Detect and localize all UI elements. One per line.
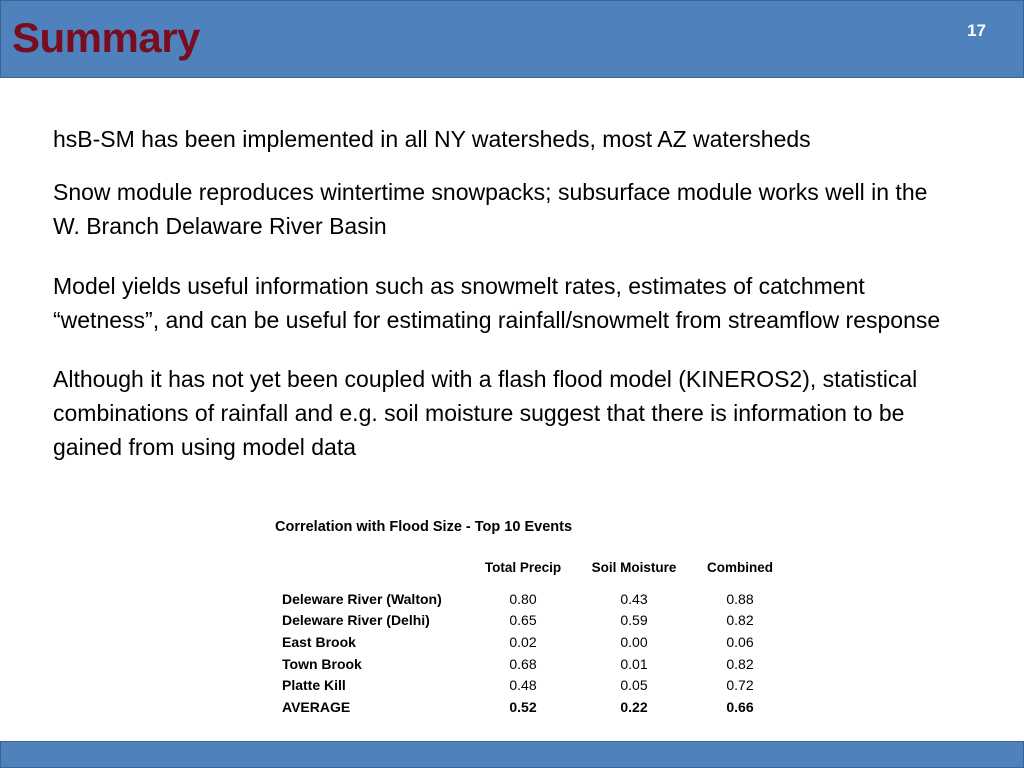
table-row <box>276 674 776 696</box>
row-label: East Brook <box>282 633 356 650</box>
table-cell: 0.68 <box>509 655 537 672</box>
table-cell: 0.05 <box>620 677 648 694</box>
table-cell: 0.65 <box>509 612 537 629</box>
header-bar <box>0 0 1024 78</box>
bullet-list <box>53 122 953 464</box>
bullet-paragraph: hsB-SM has been implemented in all NY watersheds, most AZ watersheds <box>53 126 811 152</box>
table-cell: 0.80 <box>509 590 537 607</box>
table-cell: 0.00 <box>620 633 648 650</box>
correlation-table <box>276 555 776 718</box>
row-label: Platte Kill <box>282 677 346 694</box>
table-cell: 0.02 <box>509 633 537 650</box>
table-row <box>276 610 776 632</box>
bullet-paragraph: Snow module reproduces wintertime snowpacks; subsurface module works well in the W. Branch Delaware River Basin <box>53 179 928 239</box>
table-cell: 0.43 <box>620 590 648 607</box>
slide-title: Summary <box>12 14 200 61</box>
table-caption: Correlation with Flood Size - Top 10 Events <box>275 519 573 535</box>
bullet-paragraph: Model yields useful information such as snowmelt rates, estimates of catchment “wetness”, and can be useful for estimating rainfall/snowmelt from streamflow response <box>53 273 941 333</box>
table-cell: 0.01 <box>620 655 648 672</box>
table-header-row <box>276 555 776 579</box>
row-label: Town Brook <box>282 655 362 672</box>
row-label: Deleware River (Walton) <box>282 590 442 607</box>
row-label: Deleware River (Delhi) <box>282 612 430 629</box>
table-row <box>276 588 776 610</box>
table-cell: 0.48 <box>509 677 537 694</box>
table-header-cell: Combined <box>707 559 773 575</box>
table-header-cell: Soil Moisture <box>591 559 677 575</box>
footer-bar <box>0 741 1024 768</box>
table-cell: 0.88 <box>726 590 754 607</box>
table-row <box>276 653 776 675</box>
row-label: AVERAGE <box>282 698 351 715</box>
table-cell: 0.72 <box>726 677 754 694</box>
table-row <box>276 631 776 653</box>
table-cell: 0.82 <box>726 655 754 672</box>
table-row-average <box>276 696 776 718</box>
table-cell: 0.66 <box>726 698 754 715</box>
slide-number: 17 <box>967 21 986 40</box>
bullet-paragraph: Although it has not yet been coupled with a flash flood model (KINEROS2), statistical combinations of rainfall and e.g. soil moisture suggest that there is information to be gained from using model data <box>53 366 918 460</box>
table-cell: 0.22 <box>620 698 648 715</box>
table-cell: 0.06 <box>726 633 754 650</box>
table-cell: 0.82 <box>726 612 754 629</box>
table-cell: 0.59 <box>620 612 648 629</box>
table-header-cell <box>276 555 482 579</box>
table-header-cell: Total Precip <box>484 559 562 575</box>
table-cell: 0.52 <box>509 698 537 715</box>
